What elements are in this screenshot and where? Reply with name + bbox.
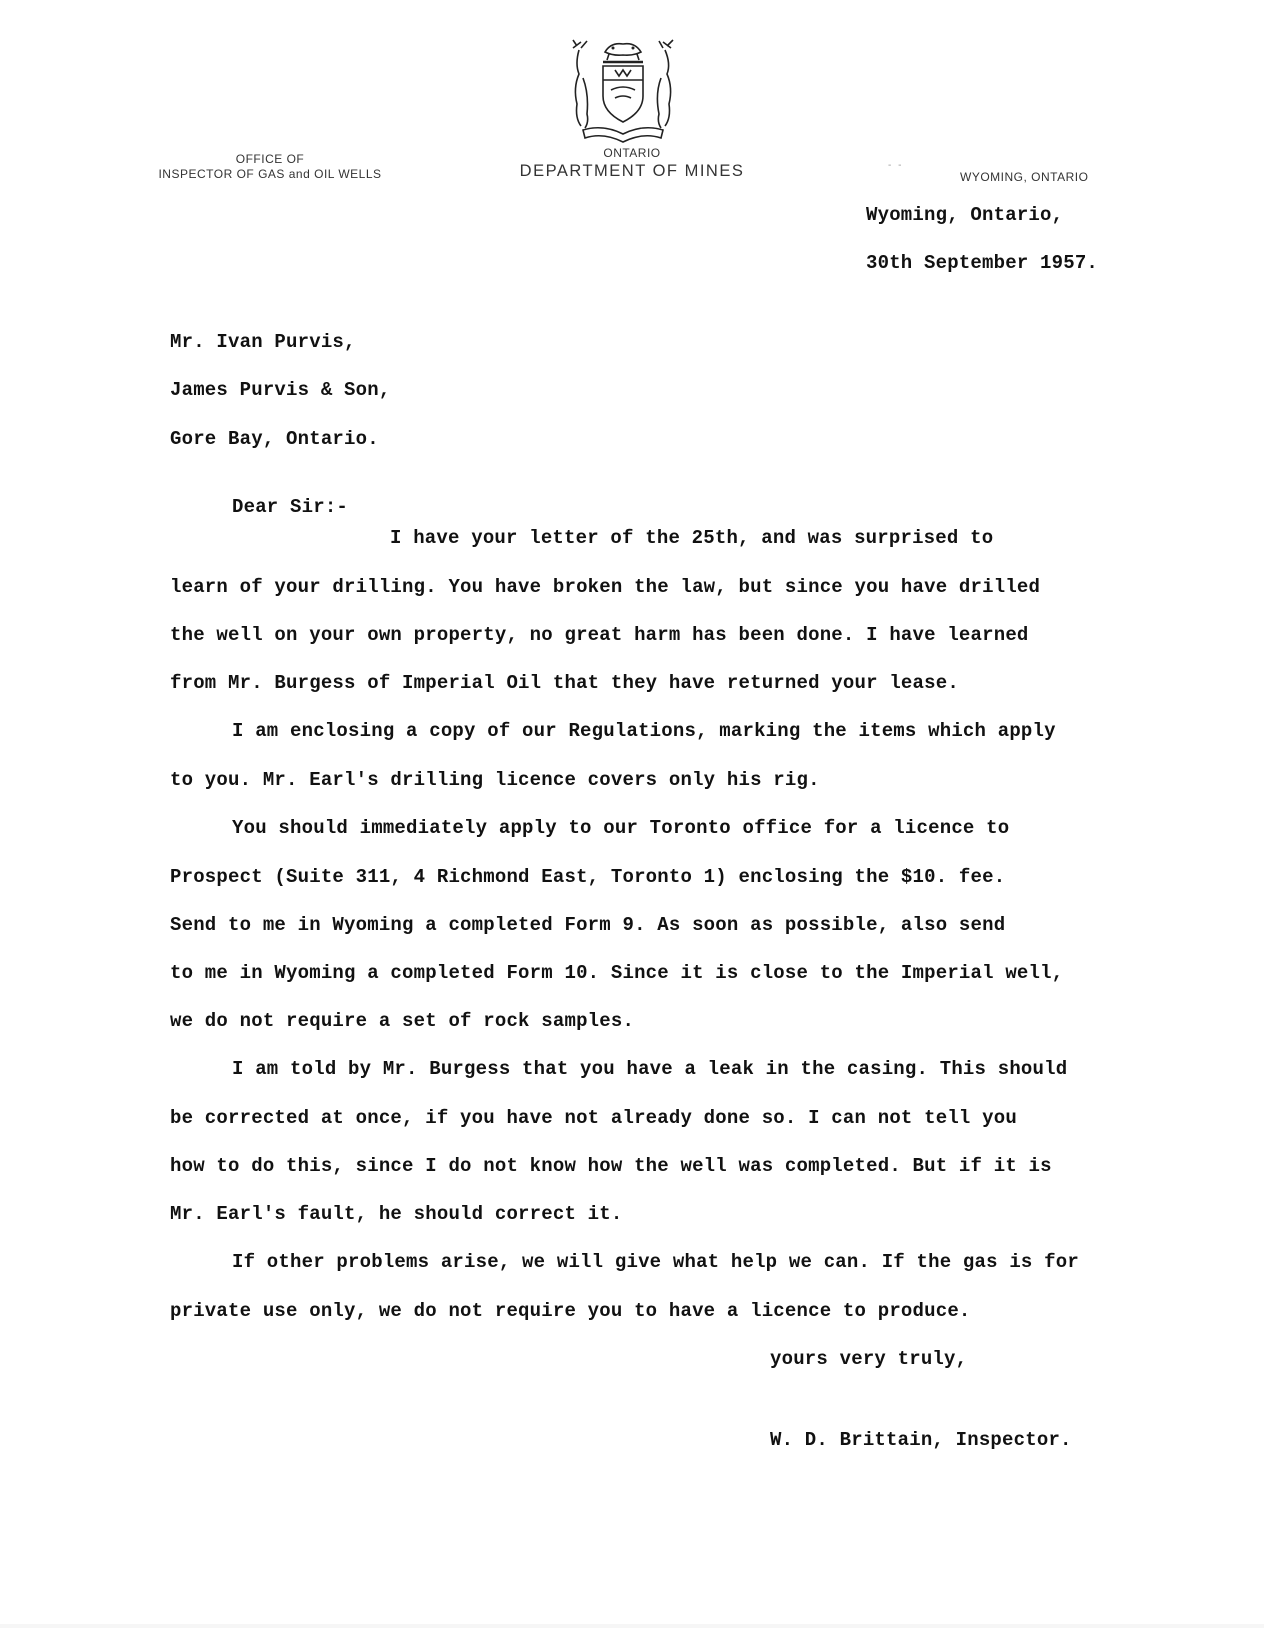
- ontario-coat-of-arms-icon: [563, 38, 683, 144]
- body-line: the well on your own property, no great harm has been done. I have learned: [170, 624, 1029, 646]
- letterhead-mark: - -: [888, 160, 904, 171]
- recipient-company: James Purvis & Son,: [170, 379, 391, 401]
- department-heading: [472, 146, 792, 182]
- office-heading: [120, 152, 420, 182]
- body-line: Prospect (Suite 311, 4 Richmond East, Toronto 1) enclosing the $10. fee.: [170, 866, 1006, 888]
- closing: yours very truly,: [770, 1348, 968, 1370]
- body-line: be corrected at once, if you have not already done so. I can not tell you: [170, 1107, 1017, 1129]
- body-line: I am enclosing a copy of our Regulations, marking the items which apply: [232, 720, 1056, 742]
- body-line: from Mr. Burgess of Imperial Oil that they have returned your lease.: [170, 672, 959, 694]
- recipient-address: Gore Bay, Ontario.: [170, 428, 379, 450]
- body-line: we do not require a set of rock samples.: [170, 1010, 635, 1032]
- office-heading-line2: INSPECTOR OF GAS and OIL WELLS: [158, 167, 382, 181]
- body-line: private use only, we do not require you to have a licence to produce.: [170, 1300, 971, 1322]
- dateline-date: 30th September 1957.: [866, 252, 1099, 274]
- dateline-place: Wyoming, Ontario,: [866, 204, 1064, 226]
- body-line: Mr. Earl's fault, he should correct it.: [170, 1203, 623, 1225]
- recipient-name: Mr. Ivan Purvis,: [170, 331, 356, 353]
- province-name: ONTARIO: [603, 146, 661, 160]
- body-line: I have your letter of the 25th, and was surprised to: [390, 527, 994, 549]
- body-line: Send to me in Wyoming a completed Form 9. As soon as possible, also send: [170, 914, 1006, 936]
- body-line: how to do this, since I do not know how the well was completed. But if it is: [170, 1155, 1052, 1177]
- department-name: DEPARTMENT OF MINES: [519, 162, 745, 180]
- body-line: If other problems arise, we will give what help we can. If the gas is for: [232, 1251, 1079, 1273]
- body-line: to me in Wyoming a completed Form 10. Since it is close to the Imperial well,: [170, 962, 1064, 984]
- body-line: learn of your drilling. You have broken the law, but since you have drilled: [170, 576, 1041, 598]
- office-heading-line1: OFFICE OF: [235, 152, 305, 166]
- body-line: to you. Mr. Earl's drilling licence covers only his rig.: [170, 769, 820, 791]
- body-line: You should immediately apply to our Toronto office for a licence to: [232, 817, 1010, 839]
- salutation: Dear Sir:-: [232, 496, 349, 518]
- office-location: WYOMING, ONTARIO: [960, 170, 1089, 184]
- page-edge: [0, 1624, 1264, 1628]
- body-line: I am told by Mr. Burgess that you have a leak in the casing. This should: [232, 1058, 1068, 1080]
- signature: W. D. Brittain, Inspector.: [770, 1429, 1072, 1451]
